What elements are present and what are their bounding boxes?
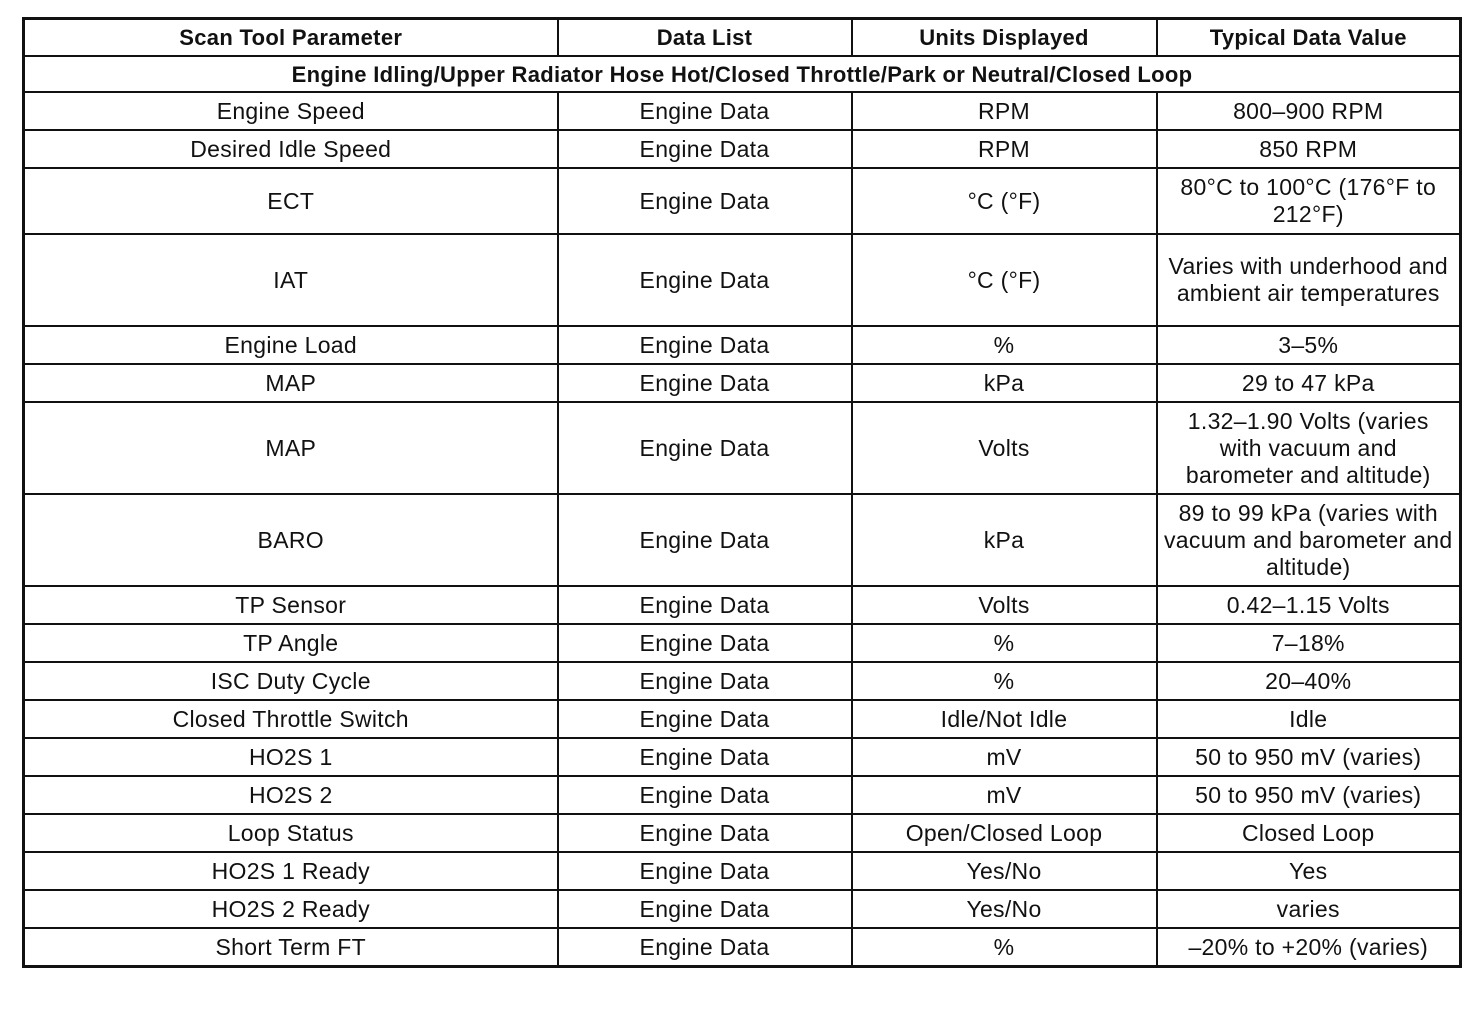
data-list-cell: Engine Data (558, 130, 852, 168)
parameter-cell: MAP (24, 402, 558, 494)
table-row (24, 928, 1461, 967)
units-cell: °C (°F) (852, 234, 1157, 326)
data-list-cell: Engine Data (558, 890, 852, 928)
parameter-cell: HO2S 2 (24, 776, 558, 814)
table-row (24, 700, 1461, 738)
table-row (24, 130, 1461, 168)
data-list-cell: Engine Data (558, 662, 852, 700)
parameter-cell: Short Term FT (24, 928, 558, 967)
typical-value-cell: 50 to 950 mV (varies) (1157, 776, 1461, 814)
units-cell: RPM (852, 130, 1157, 168)
section-row (24, 56, 1461, 92)
units-cell: % (852, 326, 1157, 364)
data-list-cell: Engine Data (558, 738, 852, 776)
typical-value-cell: 1.32–1.90 Volts (varies with vacuum and barometer and altitude) (1157, 402, 1461, 494)
data-list-cell: Engine Data (558, 234, 852, 326)
typical-value-cell: 29 to 47 kPa (1157, 364, 1461, 402)
typical-value-cell: 800–900 RPM (1157, 92, 1461, 130)
parameter-cell: Closed Throttle Switch (24, 700, 558, 738)
units-cell: % (852, 624, 1157, 662)
units-cell: Open/Closed Loop (852, 814, 1157, 852)
typical-value-cell: Varies with underhood and ambient air temperatures (1157, 234, 1461, 326)
typical-value-cell: 89 to 99 kPa (varies with vacuum and barometer and altitude) (1157, 494, 1461, 586)
parameter-cell: Engine Speed (24, 92, 558, 130)
parameter-cell: ISC Duty Cycle (24, 662, 558, 700)
typical-value-cell: –20% to +20% (varies) (1157, 928, 1461, 967)
parameter-cell: Loop Status (24, 814, 558, 852)
units-cell: kPa (852, 494, 1157, 586)
table-row (24, 890, 1461, 928)
scan-tool-data-table (22, 17, 1462, 968)
typical-value-cell: 20–40% (1157, 662, 1461, 700)
parameter-cell: MAP (24, 364, 558, 402)
table-row (24, 494, 1461, 586)
header-row (24, 19, 1461, 57)
parameter-cell: Engine Load (24, 326, 558, 364)
table-row (24, 624, 1461, 662)
header-data-list: Data List (558, 19, 852, 57)
parameter-cell: HO2S 1 (24, 738, 558, 776)
header-typical-data-value: Typical Data Value (1157, 19, 1461, 57)
typical-value-cell: 3–5% (1157, 326, 1461, 364)
table-row (24, 738, 1461, 776)
parameter-cell: BARO (24, 494, 558, 586)
table-body (24, 56, 1461, 967)
typical-value-cell: 7–18% (1157, 624, 1461, 662)
units-cell: Yes/No (852, 890, 1157, 928)
data-list-cell: Engine Data (558, 168, 852, 234)
parameter-cell: HO2S 1 Ready (24, 852, 558, 890)
table-row (24, 402, 1461, 494)
units-cell: mV (852, 738, 1157, 776)
header-units-displayed: Units Displayed (852, 19, 1157, 57)
table-row (24, 168, 1461, 234)
data-list-cell: Engine Data (558, 364, 852, 402)
typical-value-cell: Yes (1157, 852, 1461, 890)
data-list-cell: Engine Data (558, 928, 852, 967)
data-list-cell: Engine Data (558, 402, 852, 494)
data-list-cell: Engine Data (558, 326, 852, 364)
units-cell: RPM (852, 92, 1157, 130)
table-row (24, 364, 1461, 402)
data-list-cell: Engine Data (558, 700, 852, 738)
parameter-cell: Desired Idle Speed (24, 130, 558, 168)
typical-value-cell: 0.42–1.15 Volts (1157, 586, 1461, 624)
data-list-cell: Engine Data (558, 852, 852, 890)
typical-value-cell: 850 RPM (1157, 130, 1461, 168)
parameter-cell: TP Sensor (24, 586, 558, 624)
typical-value-cell: 80°C to 100°C (176°F to 212°F) (1157, 168, 1461, 234)
parameter-cell: IAT (24, 234, 558, 326)
units-cell: kPa (852, 364, 1157, 402)
data-list-cell: Engine Data (558, 586, 852, 624)
table-row (24, 662, 1461, 700)
data-list-cell: Engine Data (558, 814, 852, 852)
table-row (24, 814, 1461, 852)
table-row (24, 92, 1461, 130)
units-cell: Volts (852, 402, 1157, 494)
typical-value-cell: varies (1157, 890, 1461, 928)
parameter-cell: ECT (24, 168, 558, 234)
parameter-cell: TP Angle (24, 624, 558, 662)
data-list-cell: Engine Data (558, 494, 852, 586)
typical-value-cell: 50 to 950 mV (varies) (1157, 738, 1461, 776)
data-list-cell: Engine Data (558, 92, 852, 130)
units-cell: °C (°F) (852, 168, 1157, 234)
units-cell: mV (852, 776, 1157, 814)
table-row (24, 326, 1461, 364)
parameter-cell: HO2S 2 Ready (24, 890, 558, 928)
table-row (24, 234, 1461, 326)
units-cell: Yes/No (852, 852, 1157, 890)
section-title: Engine Idling/Upper Radiator Hose Hot/Closed Throttle/Park or Neutral/Closed Loop (24, 56, 1461, 92)
units-cell: Idle/Not Idle (852, 700, 1157, 738)
typical-value-cell: Idle (1157, 700, 1461, 738)
data-list-cell: Engine Data (558, 776, 852, 814)
table-row (24, 852, 1461, 890)
typical-value-cell: Closed Loop (1157, 814, 1461, 852)
table-row (24, 586, 1461, 624)
table-row (24, 776, 1461, 814)
header-scan-tool-parameter: Scan Tool Parameter (24, 19, 558, 57)
units-cell: Volts (852, 586, 1157, 624)
units-cell: % (852, 662, 1157, 700)
units-cell: % (852, 928, 1157, 967)
data-list-cell: Engine Data (558, 624, 852, 662)
